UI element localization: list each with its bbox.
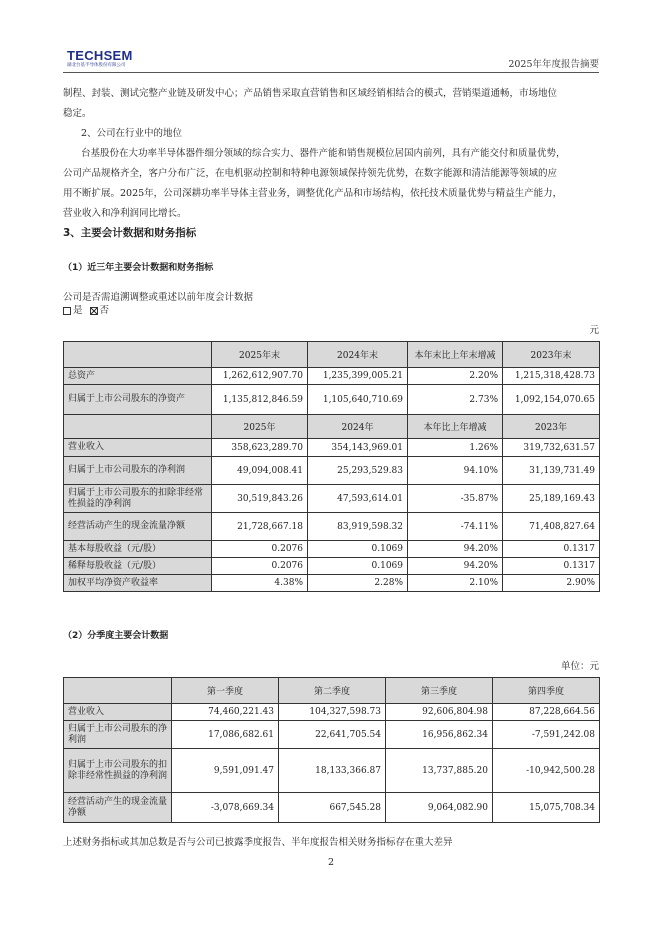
table-cell: 25,189,169.43 [503, 485, 600, 513]
company-logo [67, 48, 133, 68]
table-cell: 2.20% [408, 368, 503, 385]
section-subtitle: 2、公司在行业中的地位 [81, 128, 183, 139]
table-cell: 2.10% [408, 575, 503, 592]
table-cell: 18,133,366.87 [279, 749, 386, 793]
header-cell: 2024年 [308, 415, 408, 439]
table-cell: 94.20% [408, 558, 503, 575]
table-row [64, 385, 600, 415]
header-cell: 2025年末 [212, 342, 308, 368]
row-label: 营业收入 [64, 704, 172, 721]
table-row [64, 575, 600, 592]
header-cell: 本年末比上年末增减 [408, 342, 503, 368]
table-row [64, 721, 600, 749]
table-row [64, 513, 600, 541]
row-label: 归属于上市公司股东的净利润 [64, 721, 172, 749]
quarterly-heading: （2）分季度主要会计数据 [63, 631, 169, 641]
text-line: 公司产品规格齐全，客户分布广泛，在电机驱动控制和特种电源领域保持领先优势，在数字能源和清洁能源等领域的应 [63, 168, 558, 179]
logo-wordmark: TECHSEM [67, 48, 133, 63]
table-cell: 319,732,631.57 [503, 439, 600, 457]
table-cell: 1,235,399,005.21 [308, 368, 408, 385]
row-label: 加权平均净资产收益率 [64, 575, 212, 592]
table-cell: 15,075,708.34 [493, 793, 600, 823]
header-cell: 第四季度 [493, 678, 600, 704]
row-label: 总资产 [64, 368, 212, 385]
row-label: 营业收入 [64, 439, 212, 457]
row-label: 归属于上市公司股东的净资产 [64, 385, 212, 415]
table-cell: 2.90% [503, 575, 600, 592]
table-cell: 667,545.28 [279, 793, 386, 823]
table-row [64, 541, 600, 558]
row-label: 稀释每股收益（元/股） [64, 558, 212, 575]
text-line: 用不断扩展。2025年，公司深耕功率半导体主营业务，调整优化产品和市场结构，依托技术质量优势与精益生产能力， [63, 188, 563, 199]
table-cell: 49,094,008.41 [212, 457, 308, 485]
table-cell: 0.1069 [308, 558, 408, 575]
table-cell: 0.2076 [212, 541, 308, 558]
table-cell: 71,408,827.64 [503, 513, 600, 541]
text-line: 制程、封装、测试完整产业链及研发中心；产品销售采取直营销售和区域经销相结合的模式，营销渠道通畅，市场地位 [63, 88, 558, 99]
option-no-label: 否 [99, 305, 110, 316]
table-cell: 0.1317 [503, 541, 600, 558]
table-cell: 1,262,612,907.70 [212, 368, 308, 385]
table-cell: 9,064,082.90 [386, 793, 493, 823]
checkbox-no [90, 307, 98, 315]
table-cell: 1,092,154,070.65 [503, 385, 600, 415]
table-cell: 2.28% [308, 575, 408, 592]
table-cell: 358,623,289.70 [212, 439, 308, 457]
text-line: 稳定。 [63, 108, 92, 119]
table-row [64, 749, 600, 793]
row-label: 经营活动产生的现金流量净额 [64, 793, 172, 823]
header-cell: 第二季度 [279, 678, 386, 704]
table-row [64, 704, 600, 721]
header-cell: 2023年 [503, 415, 600, 439]
table-cell: 0.1069 [308, 541, 408, 558]
table-row [64, 793, 600, 823]
header-cell: 2023年末 [503, 342, 600, 368]
table-cell: 30,519,843.26 [212, 485, 308, 513]
table-cell: 47,593,614.01 [308, 485, 408, 513]
page-number: 2 [327, 857, 335, 868]
header-cell: 2024年末 [308, 342, 408, 368]
unit-label: 元 [589, 325, 599, 336]
row-label: 经营活动产生的现金流量净额 [64, 513, 212, 541]
header-cell [64, 678, 172, 704]
header-cell [64, 415, 212, 439]
footer-note: 上述财务指标或其加总数是否与公司已披露季度报告、半年度报告相关财务指标存在重大差异 [63, 837, 453, 848]
table-cell: 0.2076 [212, 558, 308, 575]
table-heading: （1）近三年主要会计数据和财务指标 [63, 263, 214, 273]
section-heading: 3、主要会计数据和财务指标 [63, 227, 197, 239]
industry-position-section [63, 124, 599, 224]
restate-options [63, 302, 109, 316]
table-cell: 83,919,598.32 [308, 513, 408, 541]
table-cell: 2.73% [408, 385, 503, 415]
table-cell: 354,143,969.01 [308, 439, 408, 457]
table-cell: 94.20% [408, 541, 503, 558]
row-label: 基本每股收益（元/股） [64, 541, 212, 558]
table-cell: -35.87% [408, 485, 503, 513]
table-cell: 25,293,529.83 [308, 457, 408, 485]
restate-question: 公司是否需追溯调整或重述以前年度会计数据 [63, 292, 254, 303]
report-title: 2025年年度报告摘要 [508, 59, 599, 70]
table-cell: 16,956,862.34 [386, 721, 493, 749]
page-header [63, 46, 599, 73]
table-cell: 17,086,682.61 [172, 721, 279, 749]
table-cell: 1.26% [408, 439, 503, 457]
header-cell: 第一季度 [172, 678, 279, 704]
table-cell: -10,942,500.28 [493, 749, 600, 793]
table-cell: 74,460,221.43 [172, 704, 279, 721]
row-label: 归属于上市公司股东的净利润 [64, 457, 212, 485]
header-cell [64, 342, 212, 368]
header-cell: 本年比上年增减 [408, 415, 503, 439]
table-header-row [64, 678, 600, 704]
checkbox-yes [63, 307, 71, 315]
table-header-row [64, 342, 600, 368]
logo-subtitle: 湖北台基半导体股份有限公司 [67, 63, 126, 68]
table-subheader-row [64, 415, 600, 439]
table-cell: 21,728,667.18 [212, 513, 308, 541]
table-row [64, 485, 600, 513]
row-label: 归属于上市公司股东的扣除非经常性损益的净利润 [64, 485, 212, 513]
table-cell: 92,606,804.98 [386, 704, 493, 721]
table-cell: 0.1317 [503, 558, 600, 575]
table-cell: -74.11% [408, 513, 503, 541]
financial-indicators-table [63, 341, 600, 592]
table-cell: 4.38% [212, 575, 308, 592]
text-line: 台基股份在大功率半导体器件细分领域的综合实力、器件产能和销售规模位居国内前列，具有产能交付和质量优势， [81, 148, 566, 159]
header-cell: 2025年 [212, 415, 308, 439]
table-cell: 94.10% [408, 457, 503, 485]
table-cell: 9,591,091.47 [172, 749, 279, 793]
quarterly-unit-label: 单位：元 [560, 661, 599, 672]
row-label: 归属于上市公司股东的扣除非经常性损益的净利润 [64, 749, 172, 793]
table-row [64, 457, 600, 485]
table-cell: 22,641,705.54 [279, 721, 386, 749]
table-cell: 13,737,885.20 [386, 749, 493, 793]
table-row [64, 439, 600, 457]
table-cell: -7,591,242.08 [493, 721, 600, 749]
option-yes-label: 是 [73, 305, 83, 316]
table-cell: 1,105,640,710.69 [308, 385, 408, 415]
text-line: 营业收入和净利润同比增长。 [63, 208, 187, 219]
table-cell: 87,228,664.56 [493, 704, 600, 721]
table-cell: 1,135,812,846.59 [212, 385, 308, 415]
table-cell: -3,078,669.34 [172, 793, 279, 823]
table-cell: 1,215,318,428.73 [503, 368, 600, 385]
intro-paragraph [63, 84, 599, 124]
table-row [64, 368, 600, 385]
quarterly-table [63, 677, 600, 823]
table-cell: 31,139,731.49 [503, 457, 600, 485]
header-cell: 第三季度 [386, 678, 493, 704]
table-cell: 104,327,598.73 [279, 704, 386, 721]
table-row [64, 558, 600, 575]
